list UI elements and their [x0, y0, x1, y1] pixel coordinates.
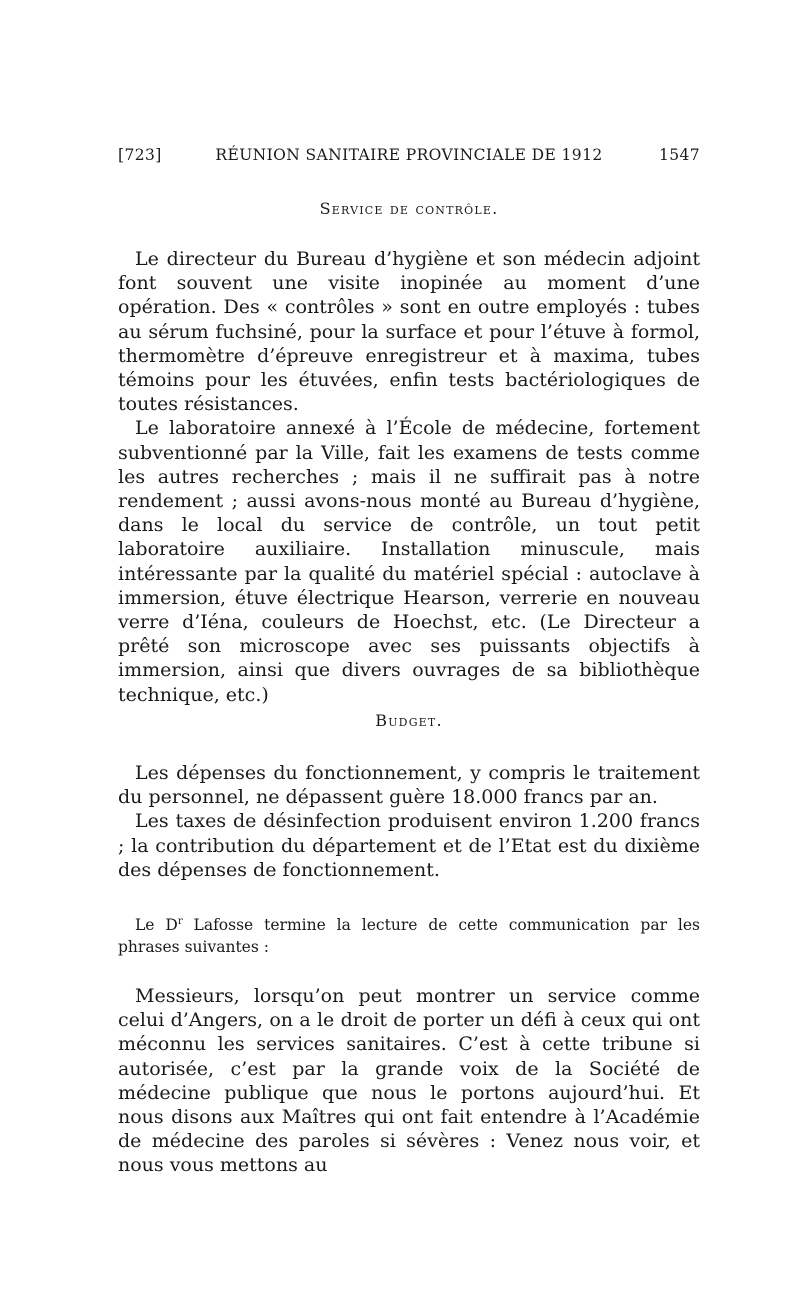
note-prefix: Le D [135, 916, 178, 934]
paragraph-laboratory: Le laboratoire annexé à l’École de médecine, fortement subventionné par la Ville, fait les examens de tests comme les autres recherches ; mais il ne suffirait pas à notre rendement ; aussi avons-nous monté au Bureau d’hygiène, dans le local du service de contrôle, un tout petit laboratoire auxiliaire. Installation minuscule, mais intéressante par la qualité du matériel spécial : autoclave à immersion, étuve électrique Hearson, verrerie en nouveau verre d’Iéna, couleurs de Hoechst, etc. (Le Directeur a prêté son microscope avec ses puissants objectifs à immersion, ainsi que divers ouvrages de sa bibliothèque technique, etc.) [118, 417, 700, 706]
running-head [118, 146, 700, 170]
running-title: RÉUNION SANITAIRE PROVINCIALE DE 1912 [215, 146, 603, 164]
paragraph-speech: Messieurs, lorsqu’on peut montrer un service comme celui d’Angers, on a le droit de porter un défi à ceux qui ont méconnu les services sanitaires. C’est à cette tribune si autorisée, c’est par la grande voix de la Société de médecine publique que nous le portons aujourd’hui. Et nous disons aux Maîtres qui ont fait entendre à l’Académie de médecine des paroles si sévères : Venez nous voir, et nous vous mettons au [118, 985, 700, 1177]
section-title-budget: Budget. [375, 711, 443, 730]
page-number: 1547 [658, 146, 700, 164]
note-superscript: r [177, 916, 183, 927]
note-rest: Lafosse termine la lecture de cette communication par les phrases suivantes : [118, 916, 700, 956]
paragraph-budget-taxes: Les taxes de désinfection produisent environ 1.200 francs ; la contribution du département et de l’Etat est du dixième des dépenses de fonctionnement. [118, 810, 700, 881]
paragraph-budget-expenses: Les dépenses du fonctionnement, y compris le traitement du personnel, ne dépassent guère 18.000 francs par an. [118, 762, 700, 809]
controle-text [118, 247, 700, 707]
budget-text [118, 761, 700, 882]
folio-left: [723] [118, 146, 162, 164]
section-title-controle: Service de contrôle. [319, 199, 499, 218]
speech-text [118, 984, 700, 1178]
note-text [118, 915, 700, 958]
paragraph-note [118, 915, 700, 958]
paragraph-controle-visits: Le directeur du Bureau d’hygiène et son médecin adjoint font souvent une visite inopinée au moment d’une opération. Des « contrôles » sont en outre employés : tubes au sérum fuchsiné, pour la surface et pour l’étuve à formol, thermomètre d’épreuve enregistreur et à maxima, tubes témoins pour les étuvées, enfin tests bactériologiques de toutes résistances. [118, 248, 700, 416]
